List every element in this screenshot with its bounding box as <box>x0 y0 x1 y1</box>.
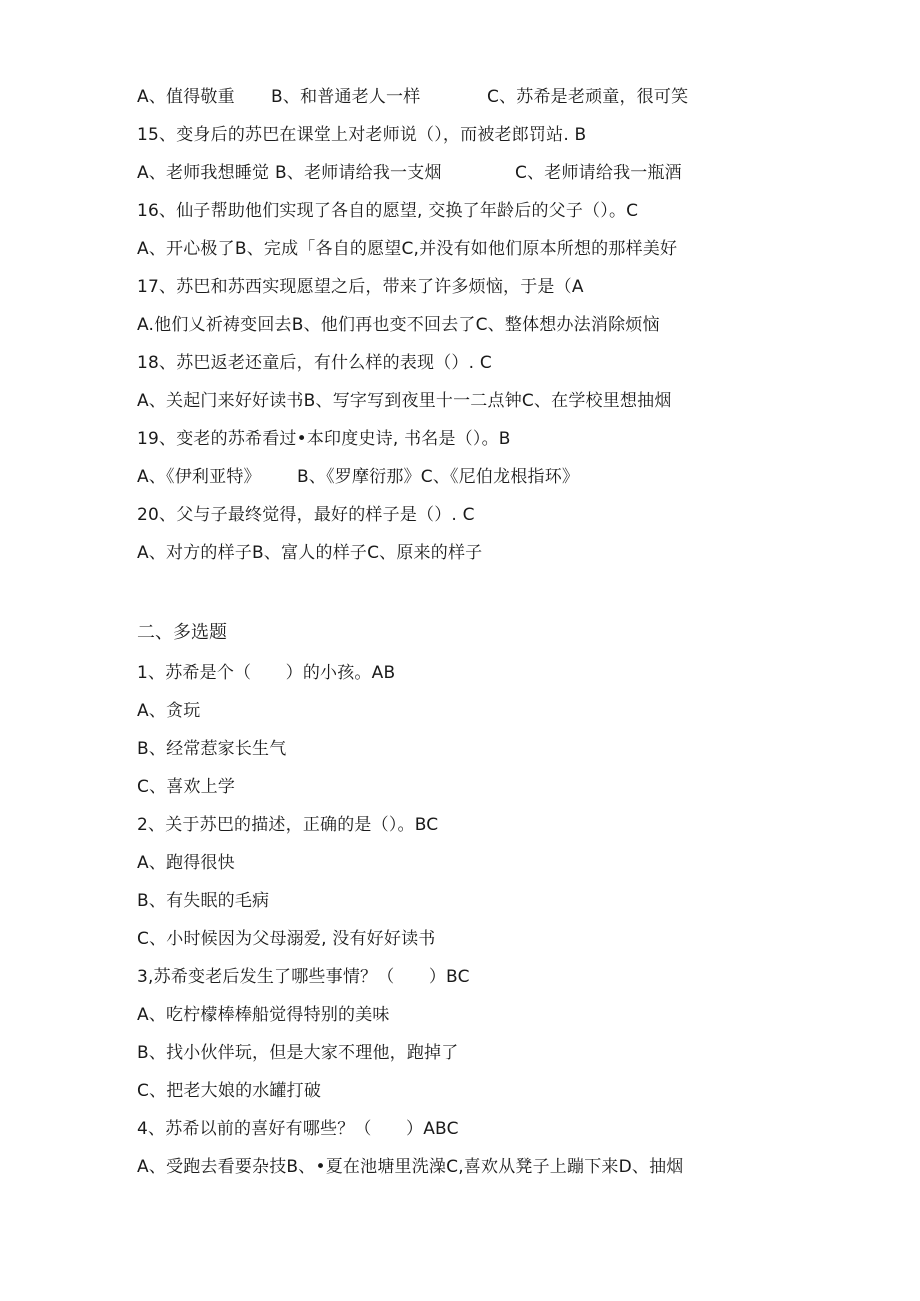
mq4-question: 4、苏希以前的喜好有哪些？（ ）ABC <box>137 1119 459 1139</box>
q18-options: A、关起门来好好读书B、写字写到夜里十一二点钟C、在学校里想抽烟 <box>137 391 672 411</box>
q14-option-b: B、和普通老人一样 <box>271 87 421 107</box>
q16-question: 16、仙子帮助他们实现了各自的愿望, 交换了年龄后的父子（）。C <box>137 201 639 221</box>
q14-option-a: A、值得敬重 <box>137 87 235 107</box>
mq2-option-a: A、跑得很快 <box>137 853 235 873</box>
mq4-options: A、受跑去看要杂技B、•夏在池塘里洗澡C,喜欢从凳子上蹦下来D、抽烟 <box>137 1157 684 1177</box>
q19-option-a: A、《伊利亚特》 <box>137 467 261 487</box>
mq2-option-b: B、有失眠的毛病 <box>137 891 270 911</box>
q20-options: A、对方的样子B、富人的样子C、原来的样子 <box>137 543 483 563</box>
q15-option-b: B、老师请给我一支烟 <box>275 163 442 183</box>
q15-option-c: C、老师请给我一瓶酒 <box>515 163 682 183</box>
q15-question: 15、变身后的苏巴在课堂上对老师说（），而被老郎罚站. B <box>137 125 587 145</box>
q14-option-c: C、苏希是老顽童，很可笑 <box>487 87 689 107</box>
q17-question: 17、苏巴和苏西实现愿望之后，带来了许多烦恼，于是（A <box>137 277 584 297</box>
q18-question: 18、苏巴返老还童后，有什么样的表现（）. C <box>137 353 492 373</box>
mq3-question: 3,苏希变老后发生了哪些事情？（ ）BC <box>137 967 470 987</box>
q15-options-line <box>137 161 682 185</box>
section-title-multi-choice: 二、多选题 <box>137 622 227 643</box>
mq2-question: 2、关于苏巴的描述，正确的是（）。BC <box>137 815 439 835</box>
mq1-question: 1、苏希是个（ ）的小孩。AB <box>137 663 396 683</box>
mq1-option-a: A、贪玩 <box>137 701 201 721</box>
q14-options-line <box>137 85 688 109</box>
q19-question: 19、变老的苏希看过•本印度史诗, 书名是（）。B <box>137 429 511 449</box>
q20-question: 20、父与子最终觉得，最好的样子是（）. C <box>137 505 475 525</box>
mq1-option-b: B、经常惹家长生气 <box>137 739 287 759</box>
q19-option-bc: B、《罗摩衍那》C、《尼伯龙根指环》 <box>297 467 580 487</box>
q19-options-line <box>137 465 579 489</box>
q17-options: A.他们乂祈祷变回去B、他们再也变不回去了C、整体想办法消除烦恼 <box>137 315 660 335</box>
q16-options: A、开心极了B、完成「各自的愿望C,并没有如他们原本所想的那样美好 <box>137 239 678 259</box>
mq1-option-c: C、喜欢上学 <box>137 777 236 797</box>
mq2-option-c: C、小时候因为父母溺爱, 没有好好读书 <box>137 929 436 949</box>
mq3-option-b: B、找小伙伴玩，但是大家不理他，跑掉了 <box>137 1043 459 1063</box>
q15-option-a: A、老师我想睡觉 <box>137 163 270 183</box>
mq3-option-c: C、把老大娘的水罐打破 <box>137 1081 322 1101</box>
mq3-option-a: A、吃柠檬棒棒船觉得特别的美味 <box>137 1005 390 1025</box>
